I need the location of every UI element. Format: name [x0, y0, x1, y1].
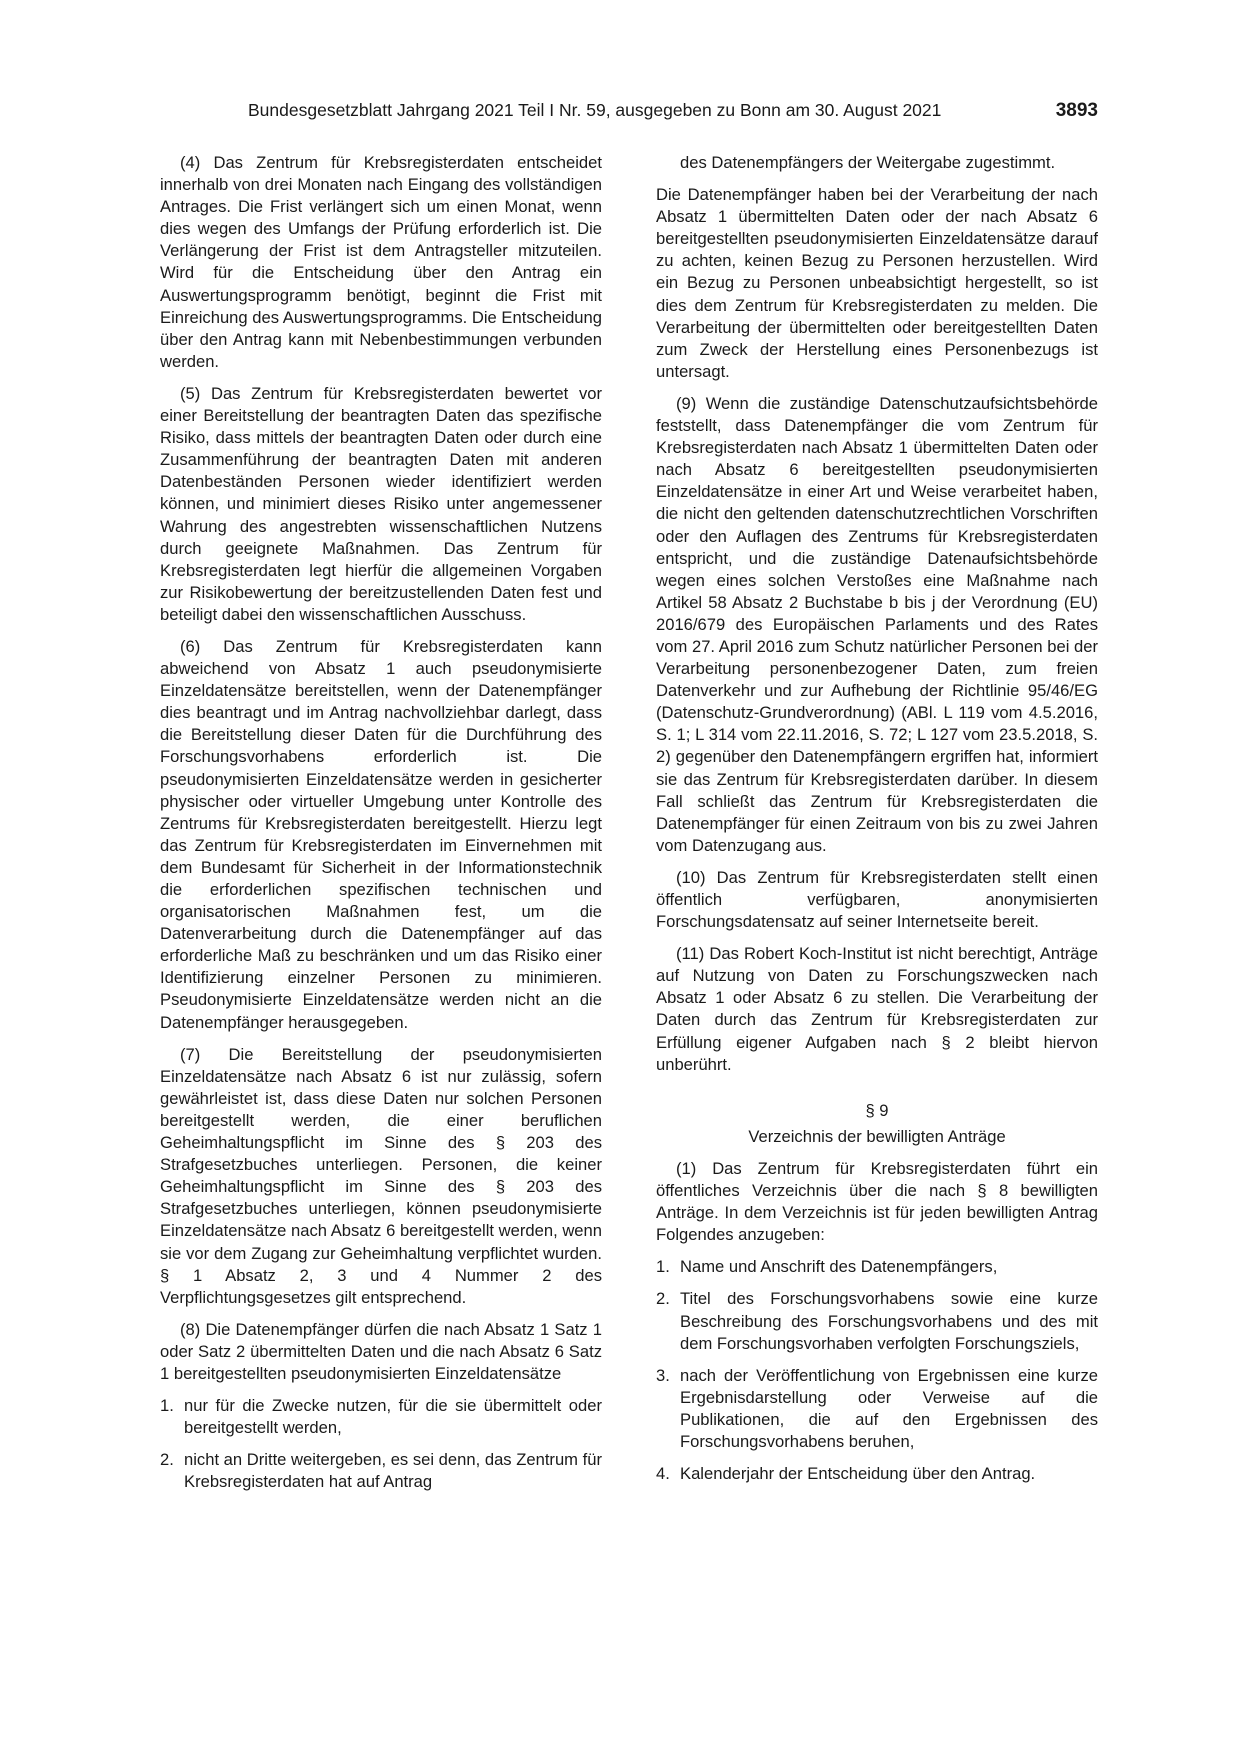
paragraph-7: (7) Die Bereitstellung der pseudonymisierten Einzeldatensätze nach Absatz 6 ist nur zulässig, sofern gewährleistet ist, dass diese Daten nur solchen Personen bereitgestellt werden, die einer beruflichen Geheimhaltungspflicht im Sinne des § 203 des Strafgesetzbuches unterliegen. Personen, die keiner Geheimhaltungspflicht im Sinne des § 203 des Strafgesetzbuches unterliegen, können pseudonymisierte Einzeldatensätze nach Absatz 6 bereitgestellt werden, wenn sie vor dem Zugang zur Geheimhaltung verpflichtet wurden. § 1 Absatz 2, 3 und 4 Nummer 2 des Verpflichtungsgesetzes gilt entsprechend.: [160, 1044, 602, 1307]
list-item: [656, 1256, 1098, 1278]
section-title: Verzeichnis der bewilligten Anträge: [748, 1126, 1006, 1146]
list-item: [160, 1449, 602, 1493]
list-item-text: nur für die Zwecke nutzen, für die sie übermittelt oder bereitgestellt werden,: [184, 1396, 602, 1438]
paragraph-5: (5) Das Zentrum für Krebsregisterdaten bewertet vor einer Bereitstellung der beantragten Daten das spezifische Risiko, dass mittels der beantragten Daten oder durch eine Zusammenführung der beantragten Daten mit anderen Datenbeständen Personen wieder identifiziert werden können, und minimiert dieses Risiko unter angemessener Wahrung des angestrebten wissenschaftlichen Nutzens durch geeignete Maßnahmen. Das Zentrum für Krebsregisterdaten legt hierfür die allgemeinen Vorgaben zur Risikobewertung der bereitzustellenden Daten fest und beteiligt dabei den wissenschaftlichen Ausschuss.: [160, 383, 602, 624]
list-item-text: nicht an Dritte weitergeben, es sei denn, das Zentrum für Krebsregisterdaten hat auf Antrag: [184, 1450, 602, 1492]
list-item-number: 1.: [656, 1257, 670, 1277]
list-item-number: 4.: [656, 1464, 670, 1484]
list-item-number: 2.: [656, 1289, 670, 1309]
list-item-number: 2.: [160, 1450, 174, 1470]
paragraph-8-tail: Die Datenempfänger haben bei der Verarbeitung der nach Absatz 1 übermittelten Daten oder der nach Absatz 6 bereitgestellten pseudonymisierten Einzeldatensätze darauf zu achten, keinen Bezug zu Personen herzustellen. Wird ein Bezug zu Personen unbeabsichtigt hergestellt, so ist dies dem Zentrum für Krebsregisterdaten zu melden. Die Verarbeitung der übermittelten oder bereitgestellten Daten zum Zweck der Herstellung eines Personenbezugs ist untersagt.: [656, 185, 1098, 381]
list-item: [656, 1463, 1098, 1485]
paragraph-9: (9) Wenn die zuständige Datenschutzaufsichtsbehörde feststellt, dass Datenempfänger die vom Zentrum für Krebsregisterdaten nach Absatz 1 übermittelten Daten oder nach Absatz 6 bereitgestellten pseudonymisierten Einzeldatensätze in einer Art und Weise verarbeitet haben, die nicht den geltenden datenschutzrechtlichen Vorschriften oder den Auflagen des Zentrums für Krebsregisterdaten entspricht, und die zuständige Datenaufsichtsbehörde wegen eines solchen Verstoßes eine Maßnahme nach Artikel 58 Absatz 2 Buchstabe b bis j der Verordnung (EU) 2016/679 des Europäischen Parlaments und des Rates vom 27. April 2016 zum Schutz natürlicher Personen bei der Verarbeitung personenbezogener Daten, zum freien Datenverkehr und zur Aufhebung der Richtlinie 95/46/EG (Datenschutz-Grundverordnung) (ABl. L 119 vom 4.5.2016, S. 1; L 314 vom 22.11.2016, S. 72; L 127 vom 23.5.2018, S. 2) gegenüber den Datenempfängern ergriffen hat, informiert sie das Zentrum für Krebsregisterdaten darüber. In diesem Fall schließt das Zentrum für Krebsregisterdaten die Datenempfänger für einen Zeitraum von bis zu zwei Jahren vom Datenzugang aus.: [656, 393, 1098, 855]
paragraph-6: (6) Das Zentrum für Krebsregisterdaten kann abweichend von Absatz 1 auch pseudonymisierte Einzeldatensätze bereitstellen, wenn der Datenempfänger dies beantragt und im Antrag nachvollziehbar darlegt, dass die Bereitstellung dieser Daten für die Durchführung des Forschungsvorhabens erforderlich ist. Die pseudonymisierten Einzeldatensätze werden in gesicherter physischer oder virtueller Umgebung unter Kontrolle des Zentrums für Krebsregisterdaten bereitgestellt. Hierzu legt das Zentrum für Krebsregisterdaten im Einvernehmen mit dem Bundesamt für Sicherheit in der Informationstechnik die erforderlichen spezifischen technischen und organisatorischen Maßnahmen fest, um die Datenverarbeitung durch die Datenempfänger auf das erforderliche Maß zu beschränken und um das Risiko einer Identifizierung einzelner Personen zu minimieren. Pseudonymisierte Einzeldatensätze werden nicht an die Datenempfänger herausgegeben.: [160, 636, 602, 1032]
list-item: [160, 1395, 602, 1439]
list-item-number: 3.: [656, 1365, 670, 1385]
paragraph-11: (11) Das Robert Koch-Institut ist nicht berechtigt, Anträge auf Nutzung von Daten zu Forschungszwecken nach Absatz 1 oder Absatz 6 zu stellen. Die Verarbeitung der Daten durch das Zentrum für Krebsregisterdaten zur Erfüllung eigener Aufgaben nach § 2 bleibt hiervon unberührt.: [656, 944, 1098, 1074]
list-item-text: nach der Veröffentlichung von Ergebnissen eine kurze Ergebnisdarstellung oder Verweise auf die Publikationen, die auf den Ergebnissen des Forschungsvorhabens beruhen,: [680, 1365, 1098, 1451]
list-item-number: 1.: [160, 1396, 174, 1416]
page-number: 3893: [1055, 100, 1098, 121]
right-column: [656, 152, 1098, 1495]
list-item: [656, 1365, 1098, 1453]
paragraph-8: (8) Die Datenempfänger dürfen die nach Absatz 1 Satz 1 oder Satz 2 übermittelten Daten und die nach Absatz 6 Satz 1 bereitgestellten pseudonymisierten Einzeldatensätze: [160, 1319, 602, 1383]
page-header: [248, 100, 1098, 122]
running-title: Bundesgesetzblatt Jahrgang 2021 Teil I Nr. 59, ausgegeben zu Bonn am 30. August 2021: [248, 100, 942, 120]
list-item: [656, 1288, 1098, 1354]
list-item-text: Name und Anschrift des Datenempfängers,: [680, 1257, 998, 1277]
section-number: § 9: [865, 1100, 889, 1120]
list-item-text: Kalenderjahr der Entscheidung über den Antrag.: [680, 1464, 1036, 1484]
section-9-list: [656, 1256, 1098, 1485]
list-item-2-continuation: des Datenempfängers der Weitergabe zugestimmt.: [680, 153, 1056, 172]
paragraph-8-list: [160, 1395, 602, 1493]
section-9-paragraph-1: (1) Das Zentrum für Krebsregisterdaten führt ein öffentliches Verzeichnis über die nach § 8 bewilligten Anträge. In dem Verzeichnis ist für jeden bewilligten Antrag Folgendes anzugeben:: [656, 1158, 1098, 1245]
paragraph-10: (10) Das Zentrum für Krebsregisterdaten stellt einen öffentlich verfügbaren, anonymisierten Forschungsdatensatz auf seiner Internetseite bereit.: [656, 867, 1098, 932]
list-item-text: Titel des Forschungsvorhabens sowie eine kurze Beschreibung des Forschungsvorhabens und des mit dem Forschungsvorhaben verfolgten Forschungsziels,: [680, 1289, 1098, 1353]
left-column: [160, 152, 602, 1503]
paragraph-4: (4) Das Zentrum für Krebsregisterdaten entscheidet innerhalb von drei Monaten nach Eingang des vollständigen Antrages. Die Frist verlängert sich um einen Monat, wenn dies wegen des Umfangs der Prüfung erforderlich ist. Die Verlängerung der Frist ist dem Antragsteller mitzuteilen. Wird für die Entscheidung über den Antrag ein Auswertungsprogramm benötigt, beginnt die Frist mit Einreichung des Auswertungsprogramms. Die Entscheidung über den Antrag kann mit Nebenbestimmungen verbunden werden.: [160, 153, 602, 371]
